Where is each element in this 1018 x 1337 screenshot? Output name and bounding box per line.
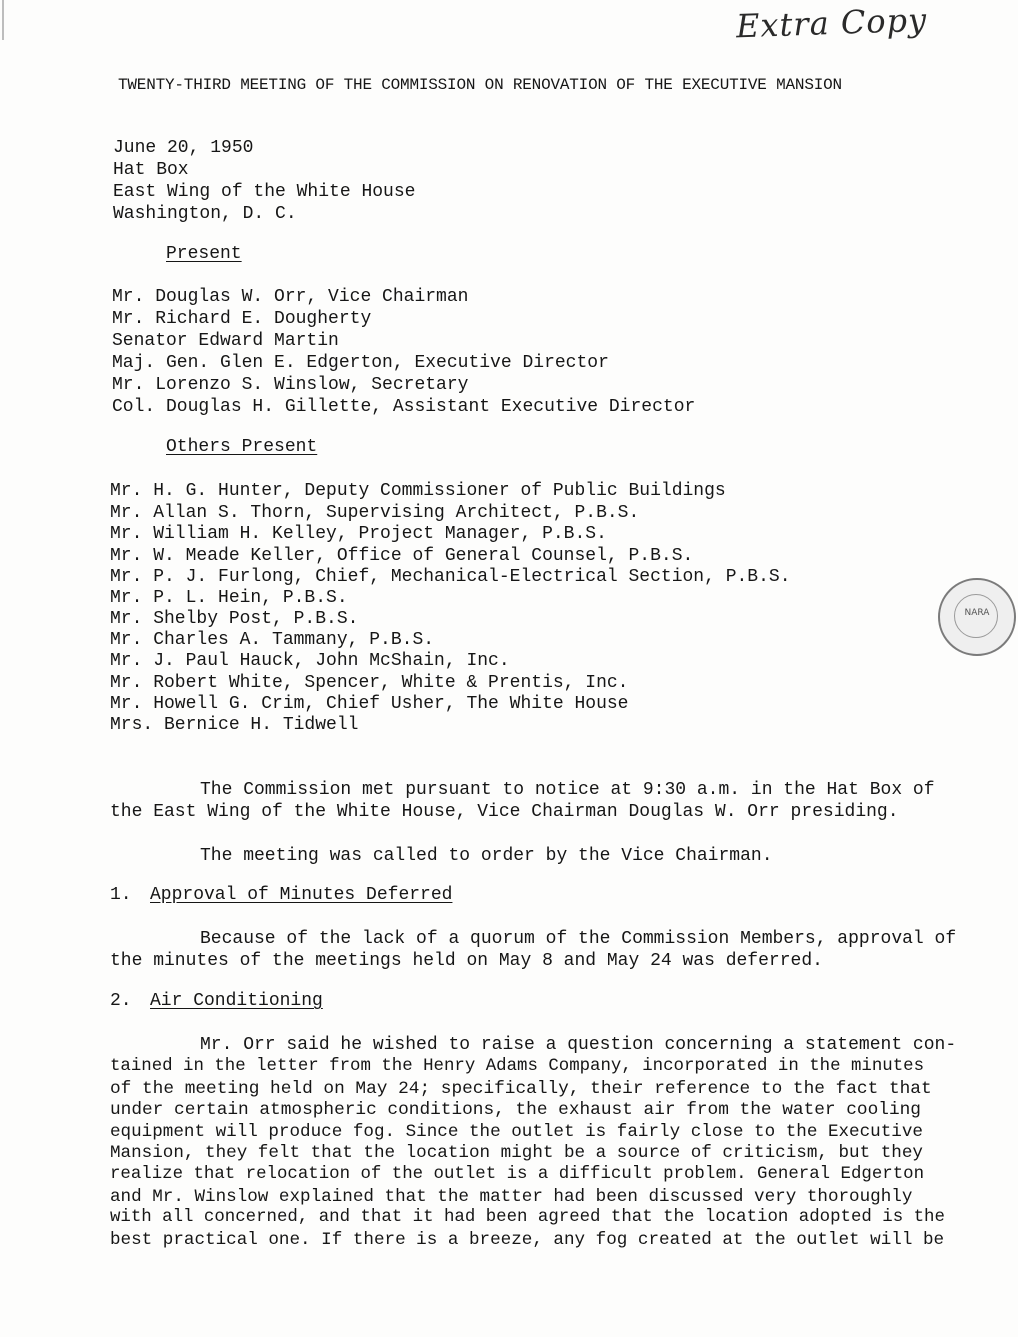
other-attendee: Mrs. Bernice H. Tidwell <box>110 715 359 735</box>
library-stamp <box>938 578 1016 656</box>
other-attendee: Mr. William H. Kelley, Project Manager, P.B.S. <box>110 524 607 544</box>
paragraph-line: equipment will produce fog. Since the outlet is fairly close to the Executive <box>110 1122 923 1142</box>
meeting-place-line: Hat Box <box>113 160 189 180</box>
other-attendee: Mr. H. G. Hunter, Deputy Commissioner of Public Buildings <box>110 481 726 501</box>
attendee: Mr. Douglas W. Orr, Vice Chairman <box>112 287 469 307</box>
others-present-heading: Others Present <box>166 437 318 457</box>
stamp-label: NARA <box>964 608 990 618</box>
attendee: Mr. Richard E. Dougherty <box>112 309 372 329</box>
other-attendee: Mr. Charles A. Tammany, P.B.S. <box>110 630 435 650</box>
paragraph-line: best practical one. If there is a breeze, any fog created at the outlet will be <box>110 1230 945 1250</box>
attendee: Maj. Gen. Glen E. Edgerton, Executive Director <box>112 353 609 373</box>
meeting-place-line: Washington, D. C. <box>113 204 297 224</box>
paragraph-line: of the meeting held on May 24; specifically, their reference to the fact that <box>110 1079 932 1099</box>
paragraph-line: Mr. Orr said he wished to raise a question concerning a statement con- <box>200 1035 957 1055</box>
other-attendee: Mr. W. Meade Keller, Office of General Counsel, P.B.S. <box>110 546 694 566</box>
paragraph-line: Because of the lack of a quorum of the Commission Members, approval of <box>200 929 957 949</box>
paragraph-line: the minutes of the meetings held on May 8 and May 24 was deferred. <box>110 951 823 971</box>
call-to-order: The meeting was called to order by the Vice Chairman. <box>200 846 773 866</box>
other-attendee: Mr. P. J. Furlong, Chief, Mechanical-Electrical Section, P.B.S. <box>110 567 791 587</box>
paragraph-line: tained in the letter from the Henry Adams Company, incorporated in the minutes <box>110 1057 925 1076</box>
paragraph-line: and Mr. Winslow explained that the matter had been discussed very thoroughly <box>110 1187 913 1207</box>
present-heading: Present <box>166 244 242 264</box>
handwritten-annotation: Extra Copy <box>735 0 928 46</box>
attendee: Senator Edward Martin <box>112 331 339 351</box>
paragraph-line: realize that relocation of the outlet is a difficult problem. General Edgerton <box>110 1165 925 1184</box>
other-attendee: Mr. Howell G. Crim, Chief Usher, The White House <box>110 694 629 714</box>
other-attendee: Mr. Allan S. Thorn, Supervising Architect, P.B.S. <box>110 503 640 523</box>
attendee: Col. Douglas H. Gillette, Assistant Executive Director <box>112 397 696 417</box>
intro-line: the East Wing of the White House, Vice Chairman Douglas W. Orr presiding. <box>110 802 899 822</box>
section-heading: Approval of Minutes Deferred <box>150 885 453 905</box>
paragraph-line: with all concerned, and that it had been agreed that the location adopted is the <box>110 1208 945 1227</box>
section-heading: Air Conditioning <box>150 991 323 1011</box>
attendee: Mr. Lorenzo S. Winslow, Secretary <box>112 375 469 395</box>
paragraph-line: Mansion, they felt that the location might be a source of criticism, but they <box>110 1143 923 1163</box>
intro-line: The Commission met pursuant to notice at 9:30 a.m. in the Hat Box of <box>200 780 935 800</box>
document-title: TWENTY-THIRD MEETING OF THE COMMISSION ON RENOVATION OF THE EXECUTIVE MANSION <box>118 76 842 94</box>
meeting-place-line: East Wing of the White House <box>113 182 416 202</box>
section-number: 1. <box>110 885 132 905</box>
other-attendee: Mr. J. Paul Hauck, John McShain, Inc. <box>110 651 510 671</box>
meeting-date: June 20, 1950 <box>113 138 254 158</box>
other-attendee: Mr. Robert White, Spencer, White & Prentis, Inc. <box>110 673 629 693</box>
paragraph-line: under certain atmospheric conditions, the exhaust air from the water cooling <box>110 1100 921 1120</box>
scan-edge-mark <box>2 0 4 40</box>
section-number: 2. <box>110 991 132 1011</box>
other-attendee: Mr. Shelby Post, P.B.S. <box>110 609 359 629</box>
other-attendee: Mr. P. L. Hein, P.B.S. <box>110 588 348 608</box>
